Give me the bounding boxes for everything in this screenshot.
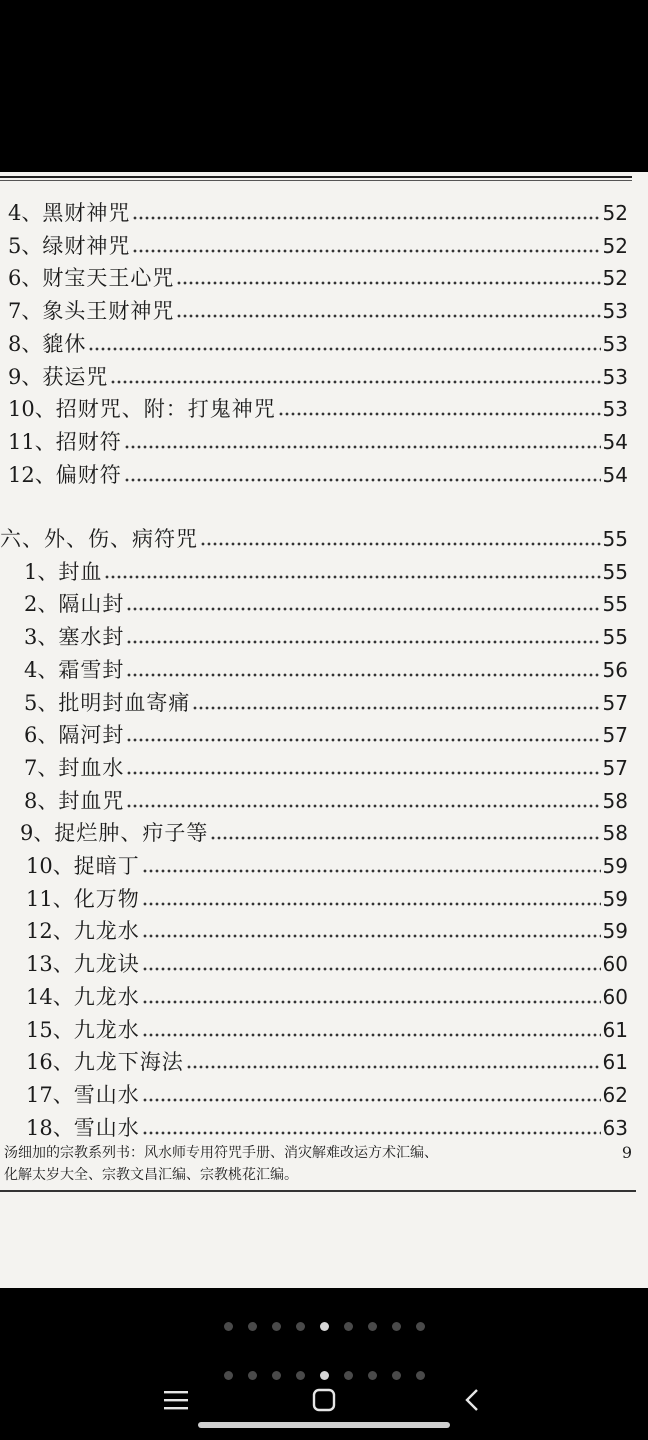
page-dot[interactable] (248, 1371, 257, 1380)
navigation-bar (0, 1380, 648, 1420)
toc-entry-number: 18、 (26, 1115, 74, 1140)
toc-entry-number: 4、 (24, 657, 59, 682)
toc-entry (26, 851, 628, 881)
toc-entry-title: 捉暗丁 (73, 854, 140, 878)
toc-leader-dots (104, 557, 600, 587)
toc-entry-number: 1、 (24, 559, 59, 584)
toc-entry-page: 52 (602, 233, 628, 258)
toc-entry-title: 获运咒 (42, 364, 109, 389)
toc-entry-page: 55 (602, 559, 628, 584)
toc-entry-number: 3、 (24, 625, 59, 650)
toc-entry-title: 绿财神咒 (42, 233, 131, 258)
page-indicator-secondary[interactable] (0, 1371, 648, 1380)
toc-entry-number: 2、 (24, 592, 59, 617)
toc-entry (26, 884, 628, 914)
toc-entry-page: 57 (602, 755, 628, 780)
toc-entry-page: 53 (602, 397, 628, 422)
toc-entry-number: 14、 (26, 984, 74, 1009)
toc-entry-page: 54 (602, 462, 628, 487)
toc-entry (24, 786, 628, 816)
toc-entry-number: 16、 (26, 1050, 74, 1075)
page-indicator[interactable] (0, 1322, 648, 1331)
toc-leader-dots (142, 982, 601, 1012)
page-dot-active[interactable] (320, 1371, 329, 1380)
toc-entry (24, 655, 628, 685)
page-dot[interactable] (392, 1371, 401, 1380)
toc-entry (8, 198, 628, 228)
toc-leader-dots (132, 231, 600, 261)
toc-leader-dots (142, 851, 601, 881)
toc-leader-dots (126, 589, 600, 619)
toc-entry-page: 53 (602, 364, 628, 389)
toc-entry (8, 394, 628, 424)
toc-leader-dots (126, 753, 600, 783)
toc-entry-page: 59 (602, 886, 628, 911)
toc-leader-dots (176, 263, 600, 293)
toc-entry-title: 黑财神咒 (42, 201, 131, 225)
toc-entry-title: 塞水封 (58, 625, 125, 650)
toc-entry-number: 11、 (8, 429, 56, 454)
toc-entry (26, 1047, 628, 1077)
toc-leader-dots (126, 786, 600, 816)
toc-entry-page: 52 (602, 201, 628, 225)
toc-entry-number: 10、 (26, 854, 74, 878)
toc-leader-dots (126, 655, 600, 685)
toc-entry-number: 10、 (8, 397, 56, 422)
page-footer (4, 1142, 634, 1186)
gesture-bar[interactable] (198, 1422, 450, 1428)
toc-entry-page: 57 (602, 723, 628, 748)
toc-entry-number: 6、 (8, 266, 43, 291)
toc-entry-number: 6、 (24, 723, 59, 748)
toc-entry-page: 61 (602, 1050, 628, 1075)
toc-entry (26, 982, 628, 1012)
toc-entry-title: 招财符 (55, 429, 122, 454)
back-icon[interactable] (448, 1380, 496, 1420)
toc-entry-number: 7、 (24, 755, 59, 780)
toc-entry-number: 4、 (8, 201, 43, 225)
toc-entry-page: 53 (602, 331, 628, 356)
toc-entry-number: 9、 (20, 821, 55, 846)
toc-entry-title: 象头王财神咒 (42, 299, 175, 324)
page-dot[interactable] (224, 1322, 233, 1331)
toc-entry-title: 雪山水 (73, 1082, 140, 1107)
page-dot[interactable] (272, 1322, 281, 1331)
toc-entry (26, 916, 628, 946)
toc-entry-number: 5、 (24, 690, 59, 715)
toc-entry (8, 362, 628, 392)
toc-entry-title: 九龙下海法 (73, 1050, 184, 1075)
toc-entry-title: 雪山水 (73, 1115, 140, 1140)
toc-entry (8, 296, 628, 326)
toc-entry (24, 622, 628, 652)
page-dot[interactable] (248, 1322, 257, 1331)
page-dot[interactable] (416, 1322, 425, 1331)
toc-entry-page: 61 (602, 1017, 628, 1042)
toc-entry-page: 58 (602, 788, 628, 813)
toc-leader-dots (200, 524, 601, 554)
toc-leader-dots (142, 1015, 601, 1045)
toc-entry-title: 隔河封 (58, 723, 125, 748)
toc-entry-page: 59 (602, 919, 628, 944)
toc-entry-title: 九龙水 (73, 1017, 140, 1042)
page-dot[interactable] (272, 1371, 281, 1380)
page-dot[interactable] (368, 1371, 377, 1380)
toc-leader-dots (110, 362, 600, 392)
toc-entry-page: 63 (602, 1115, 628, 1140)
toc-entry-title: 捉烂肿、疖子等 (54, 821, 209, 846)
toc-entry (8, 329, 628, 359)
top-rule-thin (0, 180, 632, 181)
toc-leader-dots (142, 884, 601, 914)
toc-entry-title: 财宝天王心咒 (42, 266, 175, 291)
toc-entry-title: 貔休 (42, 331, 87, 356)
toc-entry-number: 15、 (26, 1017, 74, 1042)
toc-entry-title: 九龙诀 (73, 952, 140, 977)
toc-entry-page: 54 (602, 429, 628, 454)
toc-entry (20, 818, 628, 848)
toc-entry-title: 九龙水 (73, 919, 140, 944)
page-dot[interactable] (416, 1371, 425, 1380)
footer-line-2: 化解太岁大全、宗教文昌汇编、宗教桃花汇编。 (4, 1167, 298, 1183)
toc-entry (26, 1080, 628, 1110)
toc-leader-dots (142, 1113, 601, 1143)
toc-leader-dots (142, 1080, 601, 1110)
toc-leader-dots (142, 916, 601, 946)
toc-entry-number: 7、 (8, 299, 43, 324)
toc-entry (26, 949, 628, 979)
page-dot-active[interactable] (320, 1322, 329, 1331)
page-dot[interactable] (368, 1322, 377, 1331)
toc-entry (24, 557, 628, 587)
toc-leader-dots (126, 720, 600, 750)
toc-entry-title: 封血水 (58, 755, 125, 780)
toc-entry-page: 58 (602, 821, 628, 846)
toc-entry-number: 8、 (8, 331, 43, 356)
toc-entry-title: 化万物 (73, 886, 140, 911)
toc-entry (26, 1015, 628, 1045)
toc-entry-number: 12、 (26, 919, 74, 944)
toc-entry (26, 1113, 628, 1143)
toc-entry-title: 六、外、伤、病符咒 (0, 527, 198, 551)
page-dot[interactable] (344, 1371, 353, 1380)
toc-leader-dots (192, 688, 600, 718)
toc-leader-dots (124, 460, 601, 490)
home-icon[interactable] (300, 1380, 348, 1420)
toc-entry-number: 5、 (8, 233, 43, 258)
page-dot[interactable] (224, 1371, 233, 1380)
toc-leader-dots (88, 329, 600, 359)
toc-entry (24, 589, 628, 619)
toc-leader-dots (124, 427, 601, 457)
bottom-rule (0, 1190, 636, 1192)
toc-entry-title: 霜雪封 (58, 657, 125, 682)
page-dot[interactable] (344, 1322, 353, 1331)
toc-entry-number: 11、 (26, 886, 74, 911)
toc-entry-page: 62 (602, 1082, 628, 1107)
toc-entry-title: 封血 (58, 559, 103, 584)
toc-entry-page: 55 (602, 527, 628, 551)
page-dot[interactable] (392, 1322, 401, 1331)
toc-entry-page: 60 (602, 952, 628, 977)
toc-entry (8, 427, 628, 457)
toc-entry-page: 55 (602, 592, 628, 617)
toc-entry-title: 偏财符 (55, 462, 122, 487)
menu-icon[interactable] (152, 1380, 200, 1420)
toc-entry (8, 460, 628, 490)
toc-entry-page: 55 (602, 625, 628, 650)
toc-entry-title: 批明封血寄痛 (58, 690, 191, 715)
page-dot[interactable] (296, 1371, 305, 1380)
toc-entry-title: 招财咒、附：打鬼神咒 (55, 397, 276, 422)
toc-leader-dots (210, 818, 600, 848)
toc-entry-page: 56 (602, 657, 628, 682)
toc-entry-title: 九龙水 (73, 984, 140, 1009)
toc-entry-page: 59 (602, 854, 628, 878)
document-page (0, 172, 648, 1288)
footer-line-1: 汤细加的宗教系列书：风水师专用符咒手册、消灾解难改运方术汇编、 (4, 1145, 438, 1161)
toc-leader-dots (176, 296, 600, 326)
toc-entry (24, 753, 628, 783)
toc-leader-dots (278, 394, 601, 424)
toc-leader-dots (132, 198, 600, 228)
page-number: 9 (621, 1143, 632, 1162)
toc-entry (8, 263, 628, 293)
toc-entry-page: 53 (602, 299, 628, 324)
toc-entry-number: 9、 (8, 364, 43, 389)
toc-entry-page: 60 (602, 984, 628, 1009)
toc-entry-page: 52 (602, 266, 628, 291)
toc-entry-title: 隔山封 (58, 592, 125, 617)
toc-entry-number: 17、 (26, 1082, 74, 1107)
toc-leader-dots (142, 949, 601, 979)
page-dot[interactable] (296, 1322, 305, 1331)
toc-entry (24, 688, 628, 718)
toc-entry-number: 12、 (8, 462, 56, 487)
top-rule (0, 176, 632, 178)
toc-entry-number: 8、 (24, 788, 59, 813)
toc-entry-number: 13、 (26, 952, 74, 977)
toc-entry-title: 封血咒 (58, 788, 125, 813)
toc-entry (8, 231, 628, 261)
toc-leader-dots (126, 622, 600, 652)
toc-leader-dots (186, 1047, 601, 1077)
toc-entry (0, 524, 628, 554)
toc-entry-page: 57 (602, 690, 628, 715)
toc-entry (24, 720, 628, 750)
